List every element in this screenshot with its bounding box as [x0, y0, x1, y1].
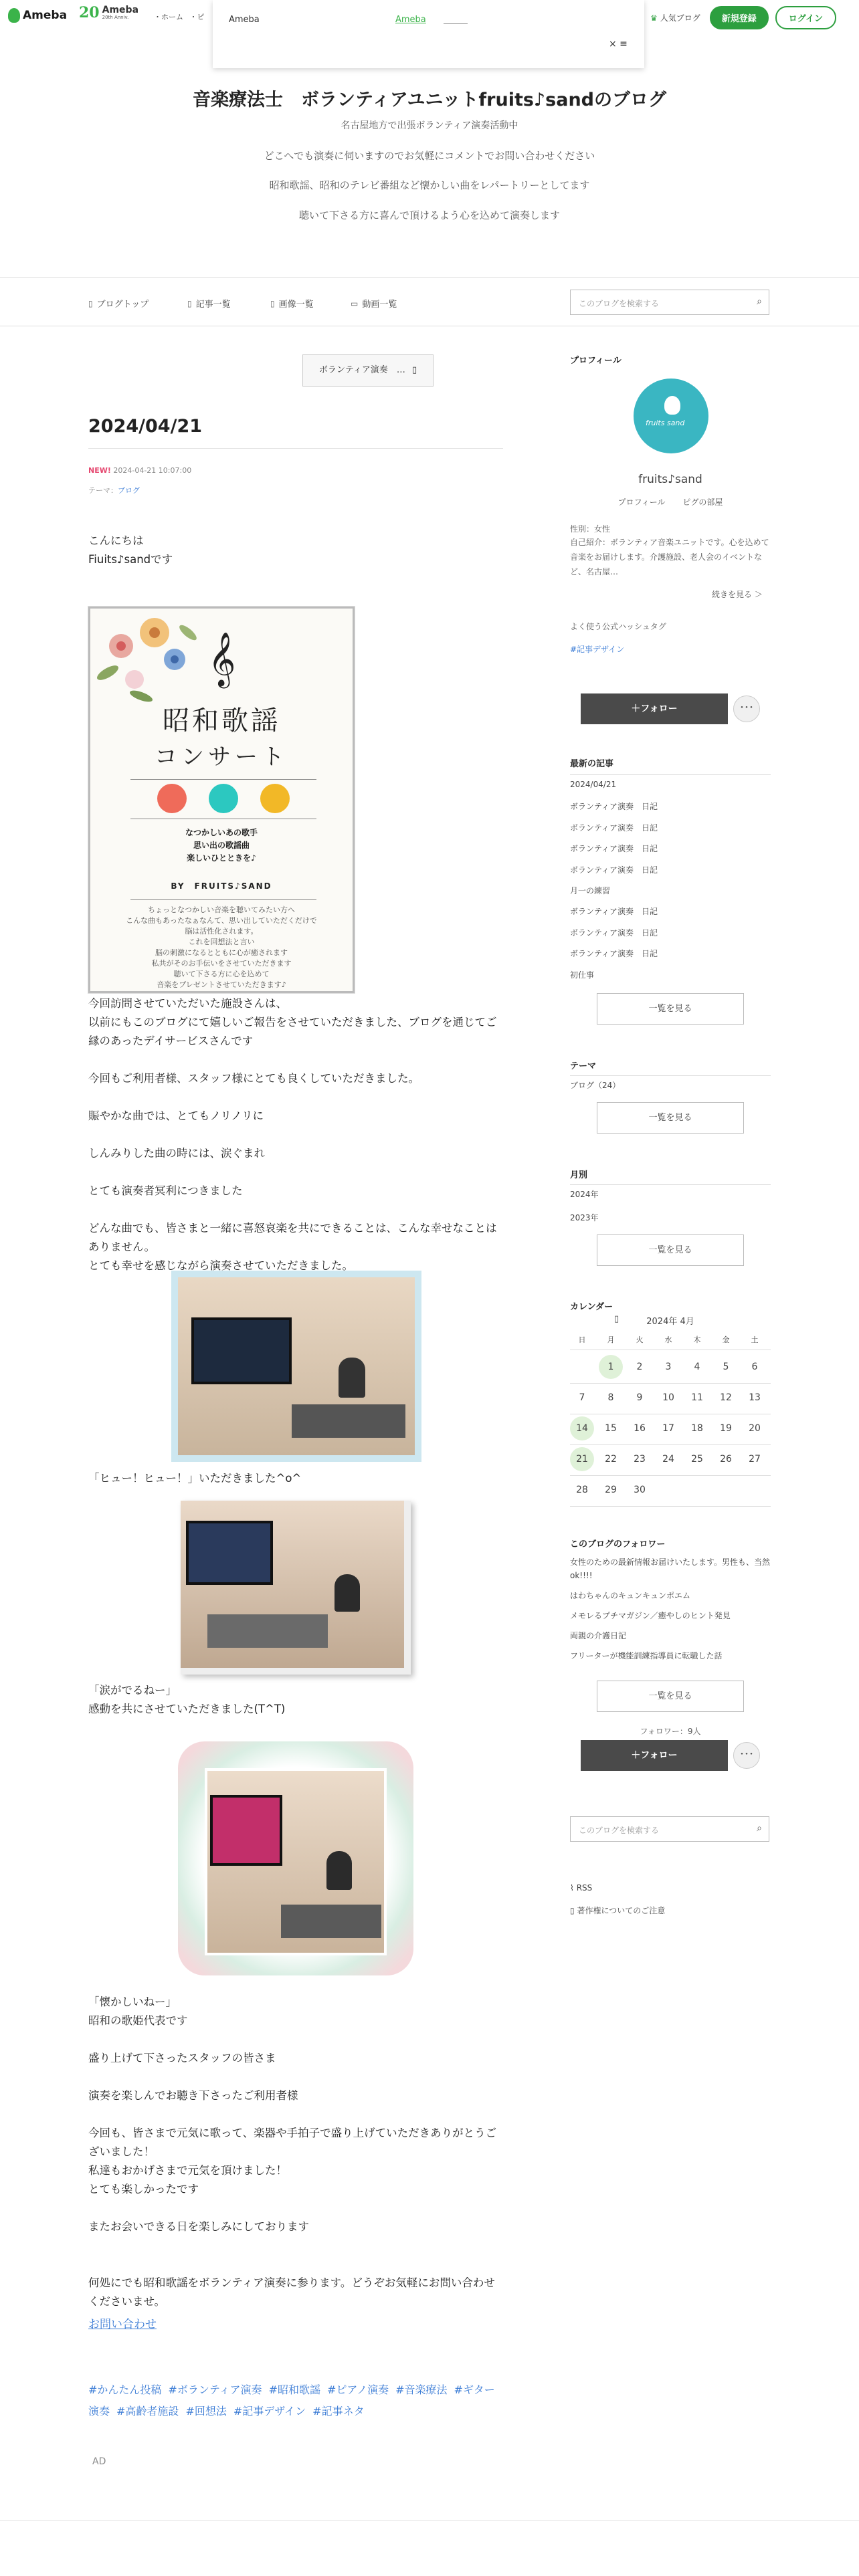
calendar-day: 28	[576, 1485, 588, 1495]
concert-photo-frame[interactable]	[181, 1501, 411, 1675]
calendar-heading: カレンダー	[570, 1302, 613, 1312]
article-paragraph: 演奏を楽しんでお聴き下さったご利用者様	[88, 2089, 298, 2102]
article-paragraph: 「懐かしいねー」	[88, 1996, 177, 2008]
heading-underline	[570, 1075, 771, 1076]
calendar-day: 20	[749, 1423, 761, 1434]
photo-caption: 感動を共にさせていただきました(T^T)	[88, 1703, 286, 1715]
rss-icon: ⌇	[570, 1883, 574, 1893]
hashtag-link[interactable]: #ボランティア演奏	[168, 2383, 262, 2396]
calendar-rule	[570, 1383, 771, 1384]
calendar-day[interactable]: 1	[599, 1355, 623, 1379]
calendar-day: 10	[662, 1392, 674, 1403]
poster-small-text: 聴いて下さる方に心を込めて	[173, 970, 270, 978]
concert-photo-frame[interactable]	[178, 1741, 413, 1975]
calendar-day: 19	[720, 1423, 732, 1434]
article-paragraph: 何処にでも昭和歌謡をボランティア演奏に参ります。どうぞお気軽にお問い合わせくださいませ。	[88, 2276, 495, 2308]
calendar-rule	[570, 1475, 771, 1476]
more-options-button[interactable]: ･･･	[733, 1742, 760, 1769]
hashtag-label: よく使う公式ハッシュタグ	[570, 622, 666, 631]
profile-links	[570, 496, 771, 508]
breadcrumb-item[interactable]: ・ピ	[189, 13, 205, 21]
article-paragraph: 今回訪問させていただいた施設さんは、	[88, 997, 287, 1010]
blog-description-line: 聴いて下さる方に喜んで頂けるよう心を込めて演奏します	[298, 209, 560, 221]
recent-article-link[interactable]: ボランティア演奏 日記	[570, 844, 658, 854]
photo-caption: 「ヒュー！ヒュー！」いただきました^o^	[88, 1472, 302, 1485]
poster-line: 思い出の歌謡曲	[193, 841, 250, 850]
calendar-prev-icon[interactable]: ▯	[614, 1314, 619, 1324]
hashtag-link[interactable]: #記事ネタ	[312, 2405, 365, 2418]
concert-photo	[205, 1768, 387, 1955]
article-paragraph: とても演奏者冥利につきました	[88, 1184, 243, 1197]
popular-blog-link[interactable]: ♛ 人気ブログ	[650, 13, 700, 23]
video-icon: ▭	[351, 298, 359, 308]
ameba-leaf-icon	[8, 8, 20, 23]
poster-small-text: 脳の刺激になるとともに心が癒されます	[155, 948, 288, 957]
calendar-day: 16	[634, 1423, 646, 1434]
recent-article-link[interactable]: ボランティア演奏 日記	[570, 907, 658, 917]
popup-banner	[213, 0, 644, 68]
hashtag-link[interactable]: #音楽療法	[395, 2383, 448, 2396]
nav-video-list[interactable]: ▭ 動画一覧	[351, 298, 397, 310]
keyboard-icon	[292, 1404, 405, 1438]
calendar-day[interactable]: 21	[570, 1447, 594, 1471]
article-paragraph: とても楽しかったです	[88, 2183, 199, 2195]
article-paragraph: 以前にもこのブログにて嬉しいご報告をさせていただきました、ブログを通じてご縁のあったデイサービスさんです	[88, 1016, 497, 1047]
post-meta	[88, 466, 191, 475]
calendar-day: 23	[634, 1454, 646, 1465]
profile-gender: 性別：女性	[570, 524, 611, 534]
recent-article-link[interactable]: ボランティア演奏 日記	[570, 823, 658, 833]
post-title[interactable]: 2024/04/21	[88, 416, 203, 437]
calendar-day: 27	[749, 1454, 761, 1465]
popup-close-button[interactable]: × ≡	[609, 39, 628, 49]
anniversary-logo[interactable]: 20 Ameba 20th Anniv.	[79, 4, 139, 21]
read-more-link[interactable]: 続きを見る ＞	[712, 590, 763, 599]
follower-link[interactable]: フリーターが機能訓練指導員に転職した話	[570, 1651, 723, 1660]
nav-blog-top[interactable]: ▯ ブログトップ	[88, 298, 149, 310]
profile-heading: プロフィール	[570, 356, 622, 366]
bird-icon	[664, 396, 680, 415]
calendar-day: 15	[605, 1423, 617, 1434]
teal-dot-icon	[209, 784, 238, 813]
recent-articles-heading: 最新の記事	[570, 759, 614, 769]
calendar-day: 4	[694, 1362, 700, 1372]
heading-underline	[570, 1184, 771, 1185]
document-icon: ▯	[570, 1906, 575, 1915]
follower-link[interactable]: メモレるプチマガジン／癒やしのヒント発見	[570, 1611, 731, 1620]
followers-list-button[interactable]: 一覧を見る	[597, 1681, 744, 1712]
theme-list-button[interactable]: 一覧を見る	[597, 1102, 744, 1134]
keyboard-icon	[281, 1905, 381, 1938]
yellow-dot-icon	[260, 784, 290, 813]
calendar-day: 7	[579, 1392, 585, 1403]
calendar-weekday: 月	[607, 1335, 615, 1344]
login-button[interactable]: ログイン	[775, 6, 836, 29]
calendar-day: 12	[720, 1392, 732, 1403]
document-icon: ▯	[187, 298, 192, 308]
image-icon: ▯	[270, 298, 275, 308]
recent-article-link[interactable]: ボランティア演奏 日記	[570, 865, 658, 875]
recent-article-link[interactable]: 月一の練習	[570, 886, 611, 895]
blog-title[interactable]: 音楽療法士 ボランティアユニットfruits♪sandのブログ	[193, 90, 666, 110]
calendar-day: 3	[665, 1362, 672, 1372]
poster-small-text: これを回想法と言い	[188, 938, 255, 946]
profile-intro: 自己紹介：ボランティア音楽ユニットです。心を込めて音楽をお届けします。介護施設、老人会のイベントなど、名古屋…	[570, 538, 769, 576]
calendar-day: 25	[691, 1454, 703, 1465]
avatar[interactable]: fruits sand	[634, 379, 708, 453]
hashtag-link[interactable]: #昭和歌謡	[268, 2383, 320, 2396]
follower-link[interactable]: 両親の介護日記	[570, 1631, 627, 1640]
flower-decoration-icon	[94, 613, 208, 706]
profile-name[interactable]: fruits♪sand	[638, 473, 702, 486]
recent-article-link[interactable]: ボランティア演奏 日記	[570, 928, 658, 938]
calendar-weekday: 土	[751, 1335, 759, 1344]
calendar-day: 6	[751, 1362, 758, 1372]
calendar-day: 30	[634, 1485, 646, 1495]
article-paragraph: とても幸せを感じながら演奏させていただきました。	[88, 1259, 353, 1272]
nav-image-list[interactable]: ▯ 画像一覧	[270, 298, 314, 310]
popup-link[interactable]: Ameba	[395, 15, 426, 25]
concert-photo-frame[interactable]	[171, 1271, 421, 1462]
poster-small-text: 脳は活性化されます。	[185, 927, 258, 936]
article-paragraph: 盛り上げて下さったスタッフの皆さま	[88, 2052, 276, 2064]
post-timestamp: 2024-04-21 10:07:00	[113, 466, 192, 475]
follow-button[interactable]: ＋フォロー	[581, 1740, 728, 1771]
hashtag-link[interactable]: #ピアノ演奏	[326, 2383, 389, 2396]
treble-clef-icon: 𝄞	[208, 631, 236, 686]
more-options-button[interactable]: ･･･	[733, 695, 760, 722]
tv-screen-icon	[191, 1317, 292, 1384]
concert-photo	[178, 1277, 415, 1455]
crown-icon: ♛	[650, 13, 658, 23]
sidebar-search-input[interactable]: このブログを検索する ⌕	[570, 1816, 769, 1842]
poster-subtitle: コンサート	[155, 744, 288, 770]
search-icon[interactable]: ⌕	[757, 1823, 762, 1834]
follow-button[interactable]: ＋フォロー	[581, 693, 728, 724]
rss-link[interactable]: ⌇ RSS	[570, 1883, 593, 1893]
performer-icon	[335, 1574, 360, 1612]
blog-nav	[0, 277, 859, 326]
calendar-weekday: 水	[664, 1335, 672, 1344]
concert-photo	[181, 1501, 404, 1668]
hashtag-link[interactable]: #ギター演奏	[88, 2383, 495, 2418]
red-dot-icon	[157, 784, 187, 813]
calendar-day: 22	[605, 1454, 617, 1465]
calendar-weekday: 金	[722, 1335, 730, 1344]
recent-article-link[interactable]: ボランティア演奏 日記	[570, 949, 658, 959]
theme-link[interactable]: ブログ	[118, 486, 140, 495]
hashtag-list	[88, 2379, 503, 2422]
blog-search-input[interactable]: このブログを検索する ⌕	[570, 290, 769, 315]
popup-label: Ameba	[229, 15, 260, 25]
footer-divider	[0, 2520, 859, 2521]
poster-by: BY FRUITS♪SAND	[171, 881, 272, 891]
calendar-day: 26	[720, 1454, 732, 1465]
calendar-weekday: 火	[636, 1335, 644, 1344]
poster-small-text: 音楽をプレゼントさせていただきます♪	[157, 980, 286, 989]
pig-room-link[interactable]: ピグの部屋	[682, 498, 723, 507]
poster-small-text: ちょっとなつかしい音楽を聴いてみたい方へ	[148, 905, 295, 914]
signup-button[interactable]: 新規登録	[710, 6, 769, 29]
calendar-day: 8	[607, 1392, 614, 1403]
poster-rule	[130, 779, 316, 780]
follower-count: フォロワー：9人	[640, 1727, 701, 1736]
photo-caption: 「涙がでるねー」	[88, 1684, 177, 1697]
hashtag-link[interactable]: #回想法	[185, 2405, 227, 2418]
poster-line: 楽しいひとときを♪	[187, 853, 256, 863]
poster-small-text: 私共がそのお手伝いをさせていただきます	[151, 959, 292, 968]
poster-title: 昭和歌謡	[163, 706, 280, 736]
header-actions	[648, 6, 836, 29]
article-paragraph: しんみりした曲の時には、涙ぐまれ	[88, 1147, 265, 1160]
keyboard-icon	[207, 1614, 328, 1648]
heading-underline	[570, 774, 771, 775]
poster-line: なつかしいあの歌手	[185, 828, 258, 837]
calendar-day: 9	[636, 1392, 643, 1403]
poster-rule	[130, 899, 316, 900]
blog-description-line: どこへでも演奏に伺いますのでお気軽にコメントでお問い合わせください	[264, 150, 595, 162]
monthly-heading: 月別	[570, 1170, 588, 1180]
calendar-rule	[570, 1444, 771, 1445]
calendar-day: 2	[636, 1362, 643, 1372]
followers-heading: このブログのフォロワー	[570, 1539, 666, 1549]
theme-heading: テーマ	[570, 1061, 597, 1071]
ameba-logo[interactable]: Ameba	[8, 8, 67, 23]
month-item[interactable]: 2023年	[570, 1213, 599, 1222]
article-paragraph: 私達もおかげさまで元気を頂けました！	[88, 2164, 287, 2177]
home-icon: ▯	[88, 298, 93, 308]
calendar-day: 29	[605, 1485, 617, 1495]
chevron-icon: ▯	[411, 365, 417, 375]
greeting-line: こんにちは	[88, 534, 144, 547]
poster-small-text: こんな曲もあったなぁなんて、思い出していただくだけで	[126, 916, 317, 925]
article-paragraph: 今回も、皆さまで元気に歌って、楽器や手拍子で盛り上げていただきありがとうございました！	[88, 2127, 497, 2158]
breadcrumb-home[interactable]: ・ホーム	[154, 13, 183, 21]
post-theme: テーマ：ブログ	[88, 486, 140, 495]
article-paragraph: どんな曲でも、皆さまと一緒に喜怒哀楽を共にできることは、こんな幸せなことはありません。	[88, 1222, 497, 1253]
hashtag-link[interactable]: #記事デザイン	[233, 2405, 306, 2418]
recent-list-button[interactable]: 一覧を見る	[597, 993, 744, 1025]
calendar-weekday: 日	[578, 1335, 586, 1344]
title-divider	[88, 448, 503, 449]
month-list-button[interactable]: 一覧を見る	[597, 1235, 744, 1266]
blog-subtitle: 名古屋地方で出張ボランティア演奏活動中	[341, 120, 518, 131]
contact-link[interactable]: お問い合わせ	[88, 2318, 157, 2331]
performer-icon	[339, 1358, 365, 1398]
recent-article-link[interactable]: ボランティア演奏 日記	[570, 802, 658, 812]
blog-description-line: 昭和歌謡、昭和のテレビ番組など懐かしい曲をレパートリーとしてます	[269, 179, 590, 191]
official-hashtag-link[interactable]: #記事デザイン	[570, 645, 625, 654]
recent-article-link[interactable]: 初仕事	[570, 970, 595, 980]
performer-icon	[326, 1851, 352, 1890]
calendar-month-title: 2024年 4月	[646, 1317, 694, 1327]
profile-link[interactable]: プロフィール	[617, 498, 666, 507]
hashtag-link[interactable]: #高齢者施設	[116, 2405, 179, 2418]
calendar-day: 24	[662, 1454, 674, 1465]
breadcrumb	[154, 11, 209, 22]
calendar-day: 11	[691, 1392, 703, 1403]
follower-link[interactable]: 女性のための最新情報お届けいたします。男性も、当然ok!!!!	[570, 1558, 771, 1580]
new-badge: NEW!	[88, 466, 111, 475]
theme-dropdown[interactable]: ボランティア演奏 … ▯	[302, 354, 434, 387]
month-item[interactable]: 2024年	[570, 1190, 599, 1199]
calendar-rule	[570, 1506, 771, 1507]
follower-link[interactable]: はわちゃんのキュンキュンポエム	[570, 1591, 691, 1600]
theme-item[interactable]: ブログ（24）	[570, 1081, 621, 1090]
greeting-line: Fiuits♪sandです	[88, 553, 173, 566]
copyright-link[interactable]: ▯ 著作権についてのご注意	[570, 1906, 666, 1915]
concert-poster-image[interactable]	[88, 607, 355, 993]
popup-input[interactable]	[444, 15, 468, 24]
article-paragraph: 今回もご利用者様、スタッフ様にとても良くしていただきました。	[88, 1072, 419, 1085]
ad-label: AD	[92, 2456, 106, 2467]
tv-screen-icon	[186, 1521, 273, 1585]
article-paragraph: 昭和の歌姫代表です	[88, 2014, 188, 2027]
nav-article-list[interactable]: ▯ 記事一覧	[187, 298, 231, 310]
calendar-weekday: 木	[693, 1335, 701, 1344]
calendar-day: 18	[691, 1423, 703, 1434]
article-paragraph: 賑やかな曲では、とてもノリノリに	[88, 1109, 264, 1122]
calendar-day: 13	[749, 1392, 761, 1403]
article-paragraph: またお会いできる日を楽しみにしております	[88, 2220, 309, 2233]
recent-article-link[interactable]: 2024/04/21	[570, 780, 617, 789]
calendar-day: 5	[723, 1362, 729, 1372]
tv-screen-icon	[210, 1795, 282, 1866]
hashtag-link[interactable]: #かんたん投稿	[88, 2383, 162, 2396]
calendar-day[interactable]: 14	[570, 1416, 594, 1440]
search-icon[interactable]: ⌕	[757, 296, 762, 307]
calendar-day: 17	[662, 1423, 674, 1434]
